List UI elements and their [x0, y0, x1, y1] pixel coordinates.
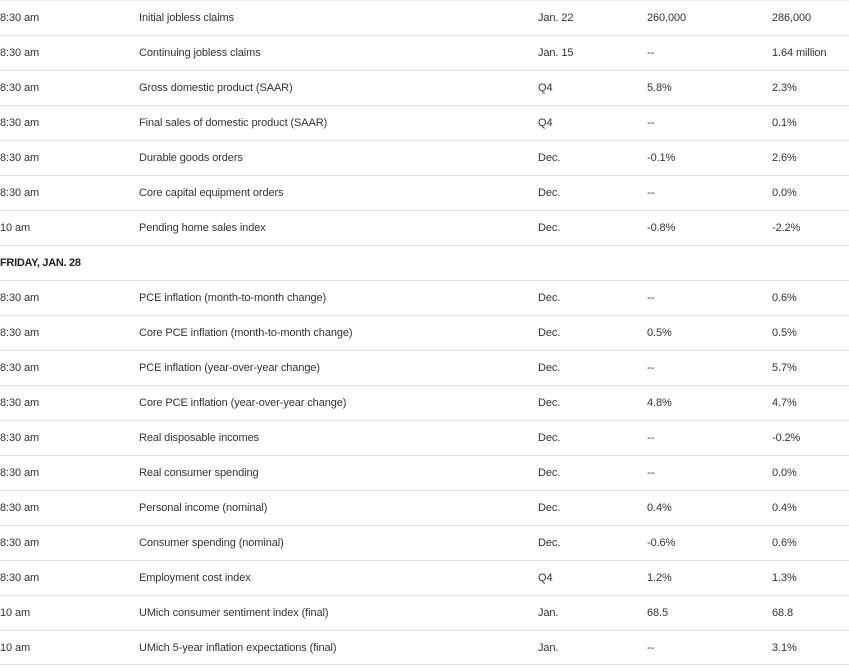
report-cell: Durable goods orders	[139, 152, 243, 164]
table-row	[0, 490, 849, 525]
table-row	[0, 280, 849, 315]
forecast-cell: 68.5	[647, 607, 669, 619]
time-cell: 10 am	[0, 607, 31, 619]
period-cell: Jan.	[538, 642, 559, 654]
time-cell: 8:30 am	[0, 292, 40, 304]
previous-cell: 0.4%	[772, 502, 797, 514]
report-cell: Real consumer spending	[139, 467, 259, 479]
forecast-cell: 260,000	[647, 12, 687, 24]
date-section-header	[0, 245, 849, 280]
report-cell: Pending home sales index	[139, 222, 266, 234]
time-cell: 8:30 am	[0, 537, 40, 549]
report-cell: Real disposable incomes	[139, 432, 259, 444]
table-row	[0, 350, 849, 385]
forecast-cell: -0.8%	[647, 222, 676, 234]
time-cell: 8:30 am	[0, 572, 40, 584]
time-cell: 8:30 am	[0, 12, 40, 24]
forecast-cell: --	[647, 642, 655, 654]
time-cell: 10 am	[0, 222, 31, 234]
report-cell: Personal income (nominal)	[139, 502, 268, 514]
report-cell: Continuing jobless claims	[139, 47, 261, 59]
previous-cell: 1.64 million	[772, 47, 827, 59]
table-row	[0, 70, 849, 105]
table-row	[0, 35, 849, 70]
period-cell: Dec.	[538, 467, 561, 479]
forecast-cell: 4.8%	[647, 397, 672, 409]
period-cell: Dec.	[538, 327, 561, 339]
period-cell: Dec.	[538, 432, 561, 444]
report-cell: Core capital equipment orders	[139, 187, 284, 199]
table-row	[0, 210, 849, 245]
table-row	[0, 455, 849, 490]
table-row	[0, 0, 849, 35]
forecast-cell: --	[647, 432, 655, 444]
period-cell: Jan.	[538, 607, 559, 619]
previous-cell: 68.8	[772, 607, 794, 619]
period-cell: Dec.	[538, 292, 561, 304]
previous-cell: 0.0%	[772, 467, 797, 479]
table-row	[0, 105, 849, 140]
report-cell: Core PCE inflation (year-over-year change)	[139, 397, 347, 409]
previous-cell: 3.1%	[772, 642, 797, 654]
time-cell: 8:30 am	[0, 47, 40, 59]
forecast-cell: -0.1%	[647, 152, 676, 164]
time-cell: 8:30 am	[0, 432, 40, 444]
previous-cell: 0.6%	[772, 292, 797, 304]
forecast-cell: 1.2%	[647, 572, 672, 584]
table-row	[0, 525, 849, 560]
table-row	[0, 385, 849, 420]
period-cell: Q4	[538, 572, 553, 584]
period-cell: Dec.	[538, 362, 561, 374]
previous-cell: 1.3%	[772, 572, 797, 584]
report-cell: Final sales of domestic product (SAAR)	[139, 117, 328, 129]
forecast-cell: --	[647, 292, 655, 304]
previous-cell: 2.6%	[772, 152, 797, 164]
forecast-cell: --	[647, 47, 655, 59]
period-cell: Jan. 22	[538, 12, 574, 24]
table-row	[0, 175, 849, 210]
forecast-cell: --	[647, 117, 655, 129]
forecast-cell: --	[647, 362, 655, 374]
period-cell: Dec.	[538, 152, 561, 164]
period-cell: Dec.	[538, 537, 561, 549]
time-cell: 8:30 am	[0, 152, 40, 164]
period-cell: Dec.	[538, 397, 561, 409]
time-cell: 8:30 am	[0, 187, 40, 199]
forecast-cell: 5.8%	[647, 82, 672, 94]
report-cell: Consumer spending (nominal)	[139, 537, 284, 549]
time-cell: 8:30 am	[0, 117, 40, 129]
report-cell: Gross domestic product (SAAR)	[139, 82, 293, 94]
report-cell: Employment cost index	[139, 572, 251, 584]
forecast-cell: --	[647, 187, 655, 199]
table-row	[0, 315, 849, 350]
previous-cell: 0.6%	[772, 537, 797, 549]
report-cell: Initial jobless claims	[139, 12, 235, 24]
period-cell: Q4	[538, 82, 553, 94]
time-cell: 10 am	[0, 642, 31, 654]
period-cell: Dec.	[538, 222, 561, 234]
section-date-label: FRIDAY, JAN. 28	[0, 257, 81, 269]
report-cell: PCE inflation (year-over-year change)	[139, 362, 320, 374]
table-row	[0, 560, 849, 595]
previous-cell: 286,000	[772, 12, 812, 24]
previous-cell: 0.5%	[772, 327, 797, 339]
previous-cell: 0.1%	[772, 117, 797, 129]
time-cell: 8:30 am	[0, 82, 40, 94]
previous-cell: 4.7%	[772, 397, 797, 409]
report-cell: Core PCE inflation (month-to-month change)	[139, 327, 353, 339]
time-cell: 8:30 am	[0, 327, 40, 339]
table-row	[0, 630, 849, 665]
period-cell: Q4	[538, 117, 553, 129]
time-cell: 8:30 am	[0, 502, 40, 514]
forecast-cell: -0.6%	[647, 537, 676, 549]
previous-cell: 2.3%	[772, 82, 797, 94]
table-row	[0, 420, 849, 455]
previous-cell: 0.0%	[772, 187, 797, 199]
previous-cell: -0.2%	[772, 432, 801, 444]
report-cell: UMich 5-year inflation expectations (final)	[139, 642, 337, 654]
previous-cell: -2.2%	[772, 222, 801, 234]
report-cell: PCE inflation (month-to-month change)	[139, 292, 327, 304]
time-cell: 8:30 am	[0, 397, 40, 409]
forecast-cell: --	[647, 467, 655, 479]
period-cell: Dec.	[538, 187, 561, 199]
time-cell: 8:30 am	[0, 362, 40, 374]
period-cell: Jan. 15	[538, 47, 574, 59]
forecast-cell: 0.5%	[647, 327, 672, 339]
report-cell: UMich consumer sentiment index (final)	[139, 607, 329, 619]
period-cell: Dec.	[538, 502, 561, 514]
time-cell: 8:30 am	[0, 467, 40, 479]
forecast-cell: 0.4%	[647, 502, 672, 514]
previous-cell: 5.7%	[772, 362, 797, 374]
table-row	[0, 140, 849, 175]
table-row	[0, 595, 849, 630]
